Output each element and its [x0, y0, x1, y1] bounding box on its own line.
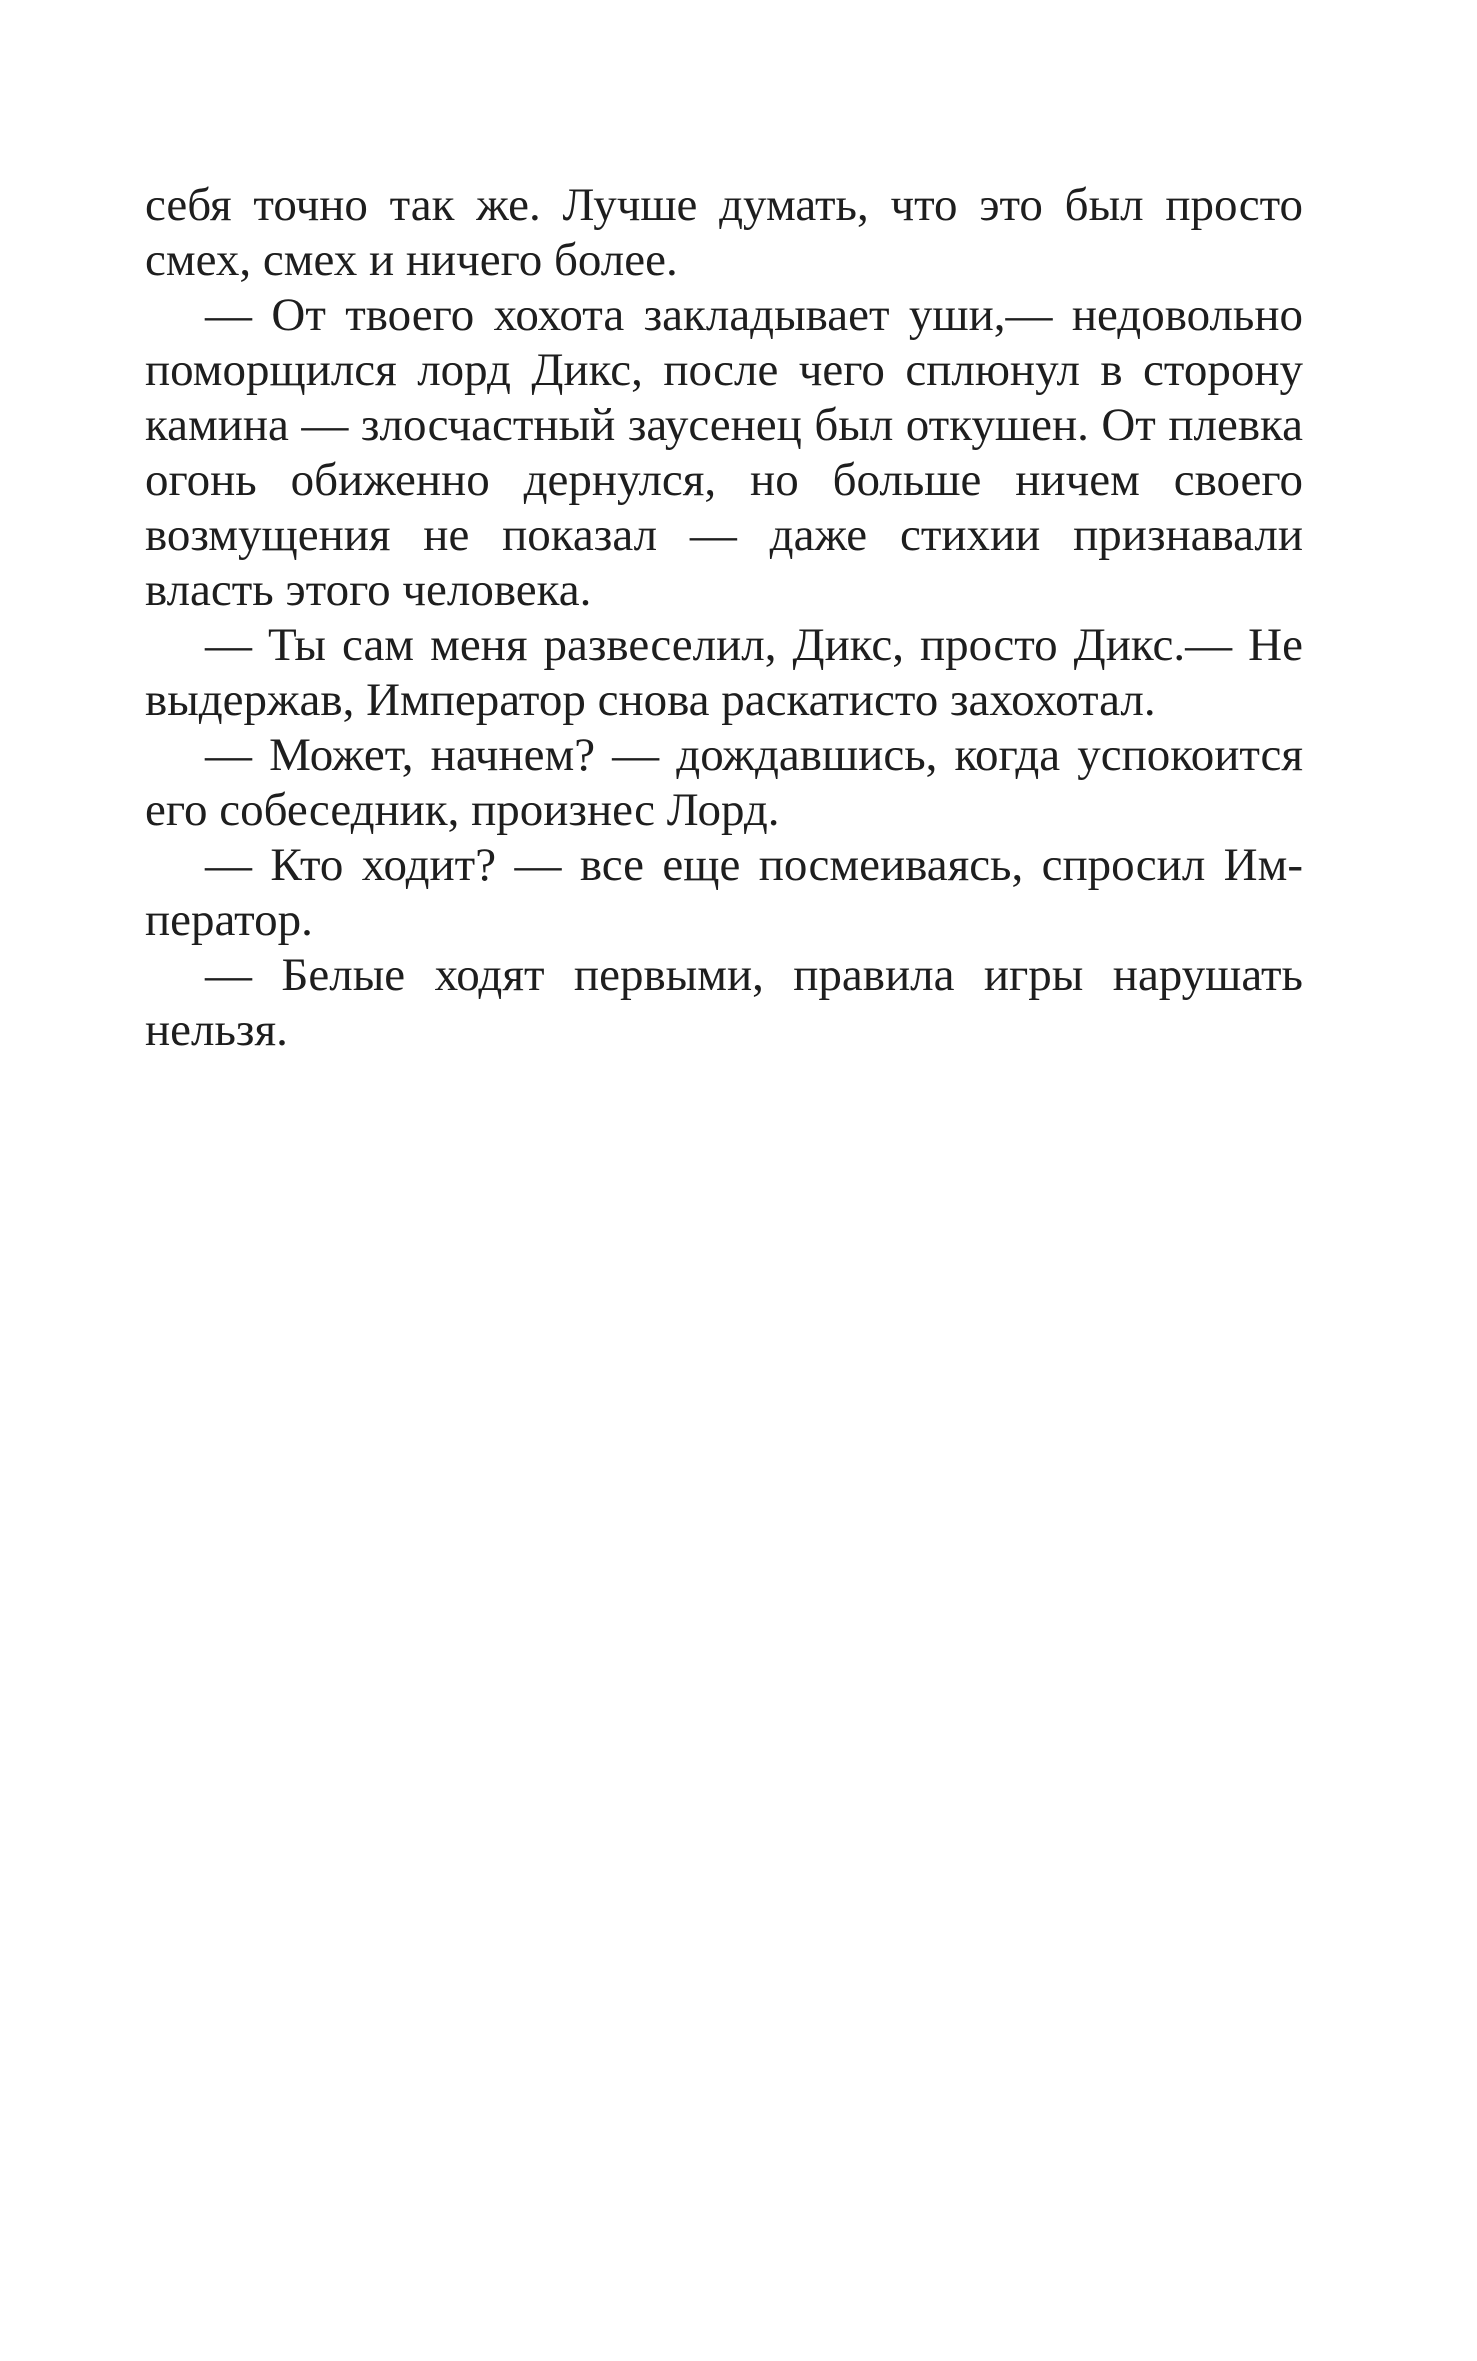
paragraph-3: — Ты сам меня развеселил, Дикс, просто Дикс.— Не выдержав, Император снова раскатисто захохотал. [145, 619, 1303, 726]
paragraph-2: — От твоего хохота закладывает уши,— недовольно поморщился лорд Дикс, после чего сплюнул в сторону камина — злосчастный заусенец был откушен. От плевка огонь обиженно дернулся, но больше ничем своего возмущения не показал — даже стихии признавали власть этого человека. [145, 289, 1303, 616]
paragraph-5: — Кто ходит? — все еще посмеиваясь, спросил Император. [145, 839, 1303, 946]
page-text [145, 178, 1303, 1058]
paragraph-4: — Может, начнем? — дождавшись, когда успокоится его собеседник, произнес Лорд. [145, 729, 1303, 836]
paragraph-1: себя точно так же. Лучше думать, что это был просто смех, смех и ничего более. [145, 179, 1303, 286]
paragraph-6: — Белые ходят первыми, правила игры нарушать нельзя. [145, 949, 1303, 1056]
